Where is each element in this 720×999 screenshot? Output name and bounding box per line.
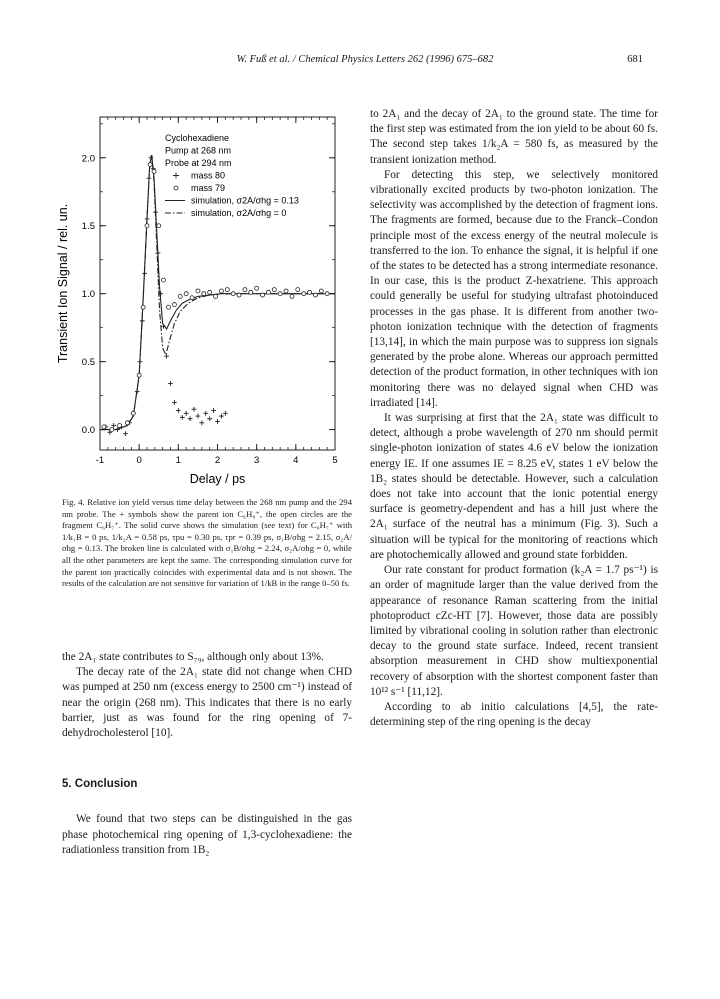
y-axis-label: Transient Ion Signal / rel. un. bbox=[56, 203, 70, 364]
legend-symbol-circle bbox=[174, 186, 178, 190]
right-paragraph-1: to 2A₁ and the decay of 2A₁ to the ground state. The time for the first step was estimated from the ion yield to be about 60 fs. The second step takes 1/k₂A = 580 fs, as measured by the transient ionization method. bbox=[370, 108, 658, 166]
x-axis-label: Delay / ps bbox=[189, 472, 246, 486]
data-point-plus bbox=[219, 414, 224, 419]
data-point-circle bbox=[290, 294, 294, 298]
ion-yield-chart bbox=[50, 95, 350, 495]
data-point-circle bbox=[231, 292, 235, 296]
data-point-circle bbox=[308, 290, 312, 294]
section-heading-conclusion: 5. Conclusion bbox=[62, 778, 138, 791]
left-paragraph-2: The decay rate of the 2A₁ state did not change when CHD was pumped at 250 nm (excess energy to 2500 cm⁻¹) instead of near the origin (268 nm). This indicates that there is no early barrier, just as was found for the ring opening of 7-dehydrocholesterol [10]. bbox=[62, 666, 352, 740]
data-point-circle bbox=[319, 289, 323, 293]
data-point-circle bbox=[196, 289, 200, 293]
x-tick-label: 1 bbox=[175, 455, 181, 466]
data-point-plus bbox=[168, 381, 173, 386]
x-tick-label: 0 bbox=[136, 455, 142, 466]
data-point-circle bbox=[261, 293, 265, 297]
data-point-circle bbox=[184, 292, 188, 296]
caption-text: Fig. 4. Relative ion yield versus time delay between the 268 nm pump and the 294 nm probe. The + symbols show the parent ion C₆H₈⁺, the open circles are the fragment C₆H₇⁺. The solid curve shows the simulation (see text) for C₆H₇⁺ with 1/k₁B = 0 ps, 1/k₂A = 0.58 ps, τpu = 0.30 ps, τpr = 0.39 ps, σ₁B/σhg = 2.15, σ₂A/σhg = 0.13. The broken line is calculated with σ₁B/σhg = 2.24, σ₂A/σhg = 0, while all the other parameters are kept the same. The corresponding simulation curve for the parent ion practically coincides with experimental data and is not shown. The results of the calculation are not sensitive for variation of 1/kB in the range 0–50 fs. bbox=[62, 497, 352, 589]
data-point-plus bbox=[164, 354, 169, 359]
data-point-circle bbox=[266, 290, 270, 294]
data-point-plus bbox=[180, 415, 185, 420]
data-point-circle bbox=[172, 303, 176, 307]
data-point-circle bbox=[296, 288, 300, 292]
data-point-circle bbox=[110, 428, 114, 432]
legend-entry: mass 80 bbox=[191, 170, 226, 181]
data-point-plus bbox=[196, 414, 201, 419]
data-point-circle bbox=[118, 424, 122, 428]
data-point-circle bbox=[284, 289, 288, 293]
data-point-plus bbox=[135, 389, 140, 394]
figure-4 bbox=[50, 95, 350, 495]
data-point-circle bbox=[145, 224, 149, 228]
x-tick-label: -1 bbox=[95, 455, 105, 466]
right-paragraph-5: According to ab initio calculations [4,5], the rate-determining step of the ring opening is the decay bbox=[370, 700, 658, 729]
legend-entry: simulation, σ2A/σhg = 0 bbox=[191, 208, 287, 218]
data-point-circle bbox=[161, 278, 165, 282]
data-point-plus bbox=[172, 400, 177, 405]
data-point-circle bbox=[255, 286, 259, 290]
left-paragraph-3: We found that two steps can be distinguished in the gas phase photochemical ring opening of 1,3-cyclohexadiene: the radiationless transition from 1B₂ bbox=[62, 813, 352, 856]
data-point-circle bbox=[131, 411, 135, 415]
data-point-circle bbox=[325, 292, 329, 296]
data-point-plus bbox=[156, 251, 161, 256]
data-point-circle bbox=[167, 305, 171, 309]
data-point-circle bbox=[214, 294, 218, 298]
left-paragraph-1: the 2A₁ state contributes to S₇₉, although only about 13%. bbox=[62, 651, 324, 663]
y-tick-label: 0.0 bbox=[81, 425, 95, 437]
right-column bbox=[370, 107, 658, 730]
right-paragraph-3: It was surprising at first that the 2A₁ state was difficult to detect, although a probe wavelength of 270 nm should permit single-photon ionization of states 4.6 eV below the ionization energy IE. If one assumes IE = 8.25 eV, states 1 eV below the 1B₂ states should be detectable. However, such a calculation does not take into account that the ionic potential energy surface is geometry-dependent and has a hill just where the 2A₁ surface of the neutral has a minimum (Fig. 3). Such a situation will be typical for the monitoring of reactions which are photochemically allowed and ground state forbidden. bbox=[370, 412, 658, 561]
data-point-plus bbox=[203, 411, 208, 416]
data-point-circle bbox=[278, 292, 282, 296]
data-point-circle bbox=[148, 163, 152, 167]
data-point-plus bbox=[215, 419, 220, 424]
running-title: W. Fuß et al. / Chemical Physics Letters 262 (1996) 675–682 bbox=[236, 54, 494, 65]
x-tick-label: 4 bbox=[293, 455, 299, 466]
y-tick-label: 1.0 bbox=[81, 289, 95, 301]
data-point-circle bbox=[178, 294, 182, 298]
data-point-circle bbox=[102, 425, 106, 429]
data-point-plus bbox=[207, 416, 212, 421]
legend-text: Probe at 294 nm bbox=[165, 158, 232, 168]
data-point-plus bbox=[211, 408, 216, 413]
data-point-circle bbox=[219, 289, 223, 293]
data-point-circle bbox=[313, 293, 317, 297]
y-tick-label: 0.5 bbox=[81, 357, 95, 369]
page-number: 681 bbox=[627, 54, 643, 65]
data-point-circle bbox=[243, 288, 247, 292]
data-point-circle bbox=[225, 288, 229, 292]
page-header bbox=[0, 54, 720, 70]
x-tick-label: 5 bbox=[332, 455, 338, 466]
legend-entry: mass 79 bbox=[191, 183, 226, 193]
data-point-plus bbox=[123, 431, 128, 436]
data-point-plus bbox=[161, 324, 166, 329]
data-point-circle bbox=[208, 290, 212, 294]
legend-symbol-plus bbox=[173, 173, 179, 179]
data-point-circle bbox=[152, 169, 156, 173]
data-point-plus bbox=[142, 271, 147, 276]
legend-text: Cyclohexadiene bbox=[165, 133, 230, 143]
data-point-circle bbox=[272, 288, 276, 292]
data-point-plus bbox=[199, 420, 204, 425]
data-point-plus bbox=[111, 423, 116, 428]
legend-entry: simulation, σ2A/σhg = 0.13 bbox=[191, 195, 299, 206]
x-tick-label: 3 bbox=[254, 455, 260, 466]
data-point-plus bbox=[145, 217, 150, 222]
data-point-plus bbox=[223, 411, 228, 416]
data-point-plus bbox=[184, 411, 189, 416]
data-point-plus bbox=[138, 359, 143, 364]
data-point-circle bbox=[202, 292, 206, 296]
right-paragraph-2: For detecting this step, we selectively monitored vibrationally excited products by two-photon ionization. The selectivity was accomplished by the detection of fragment ions. The fragments are formed, because due to the Franck–Condon principle most of the excess energy of the neutral molecule is transferred to the ion. To enhance the signal, it is helpful if one of the states to be detected has a strong intermediate resonance. In our case, this is the product Z-hexatriene. This approach could generally be useful for studying ultrafast photoinduced processes in the gas phase. It is different from another two-photon ionization technique with the detection of fragments [13,14], in which the main purpose was to suppress ion signals generated by the probe alone. Whereas our approach permitted detection of the product formation, in other techniques with ion monitoring there was no delayed signal when CHD was irradiated [14]. bbox=[370, 168, 658, 409]
y-tick-label: 1.5 bbox=[81, 221, 95, 233]
data-point-circle bbox=[137, 373, 141, 377]
figure-caption bbox=[62, 497, 352, 590]
data-point-plus bbox=[147, 176, 152, 181]
data-point-circle bbox=[157, 224, 161, 228]
data-point-circle bbox=[125, 421, 129, 425]
data-point-circle bbox=[249, 290, 253, 294]
right-paragraph-4: Our rate constant for product formation (k₂A = 1.7 ps⁻¹) is an order of magnitude larger than the value derived from the appearance of resonance Raman scattering from the initial photoproduct cZc-HT [7]. However, those data are possibly limited by vibrational cooling in solution rather than electronic decay to the ground state surface. Indeed, recent transient absorption measurement in CHD show multiexponential recovery of absorption with the shortest component faster than 10¹² s⁻¹ [11,12]. bbox=[370, 564, 658, 698]
data-point-plus bbox=[153, 210, 158, 215]
data-point-circle bbox=[141, 305, 145, 309]
data-point-plus bbox=[188, 416, 193, 421]
data-point-plus bbox=[140, 318, 145, 323]
data-point-plus bbox=[176, 408, 181, 413]
x-tick-label: 2 bbox=[214, 455, 221, 466]
left-column bbox=[62, 650, 352, 858]
y-tick-label: 2.0 bbox=[81, 153, 95, 165]
legend-text: Pump at 268 nm bbox=[165, 145, 232, 156]
data-point-circle bbox=[190, 296, 194, 300]
data-point-circle bbox=[237, 293, 241, 297]
data-point-circle bbox=[302, 292, 306, 296]
data-point-plus bbox=[192, 407, 197, 412]
